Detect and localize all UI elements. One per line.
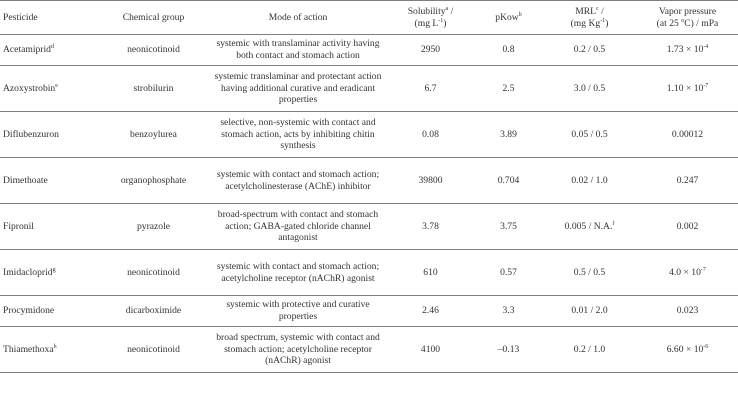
header-solubility	[386, 1, 475, 35]
solubility-value: 4100	[420, 343, 441, 355]
pkow-value: 3.89	[500, 128, 517, 140]
header-pkow-label: pKow	[495, 11, 519, 23]
header-solubility-label: Solubility	[407, 5, 446, 17]
table-row	[0, 35, 738, 66]
pkow-value: –0.13	[497, 343, 520, 355]
chemical-group: benzoylurea	[130, 128, 177, 140]
pkow-value: 3.75	[500, 220, 517, 232]
pkow-value: 0.8	[502, 44, 515, 55]
header-mode-of-action	[210, 1, 386, 35]
header-vapor-unit: (at 25	[656, 17, 682, 29]
pesticide-name: Diflubenzuron	[3, 128, 59, 140]
header-mrl-slash: /	[598, 5, 604, 17]
mode-of-action: systemic with contact and stomach action; acetylcholinesterase (AChE) inhibitor	[216, 168, 380, 192]
vapor-pressure-value: 0.00012	[671, 128, 704, 140]
header-pkow-footnote: b	[518, 11, 522, 18]
pkow-value: 0.704	[497, 174, 520, 186]
vapor-pressure-value: $1.73 \times 10^{-4}$	[666, 43, 709, 55]
solubility-value: 6.7	[424, 82, 437, 94]
chemical-group: organophosphate	[120, 174, 187, 186]
mode-of-action: systemic with translaminar activity having both contact and stomach action	[216, 38, 380, 61]
header-pkow	[475, 1, 542, 35]
table-row	[0, 112, 738, 158]
chemical-group: pyrazole	[136, 220, 171, 232]
header-vapor-degree: o	[681, 17, 685, 24]
mrl-value: 0.5 / 0.5	[573, 266, 606, 278]
header-mrl-unit-close: )	[605, 17, 609, 29]
header-solubility-unit-close: )	[443, 17, 447, 29]
header-solubility-unit-exp: -1	[438, 17, 444, 24]
table-row	[0, 250, 738, 296]
solubility-value: 39800	[418, 174, 443, 186]
header-mode-label: Mode of action	[268, 11, 328, 23]
header-mrl-unit: (mg Kg	[570, 17, 601, 29]
pesticide-name: Acetamiprid$^d$	[3, 43, 54, 55]
mrl-value: 0.05 / 0.5	[571, 128, 608, 140]
chemical-group: neonicotinoid	[127, 343, 180, 355]
mrl-value: 0.005 / N.A.$^f$	[564, 220, 615, 232]
header-mrl-footnote: c	[596, 5, 599, 12]
pesticide-name: Imidacloprid$^g$	[3, 266, 56, 278]
solubility-value: 0.08	[422, 128, 439, 140]
chemical-group: neonicotinoid	[127, 44, 180, 55]
chemical-group: neonicotinoid	[127, 266, 180, 278]
header-vapor-pressure	[637, 1, 738, 35]
header-mrl	[542, 1, 637, 35]
mode-of-action: systemic with contact and stomach action; acetylcholine receptor (nAChR) agonist	[216, 260, 380, 284]
header-mrl-label: MRL	[575, 5, 597, 17]
table-row	[0, 66, 738, 112]
table-row	[0, 204, 738, 250]
mrl-value: 3.0 / 0.5	[573, 82, 606, 94]
header-solubility-unit: (mg L	[414, 17, 439, 29]
table-row	[0, 327, 738, 373]
header-pesticide	[0, 1, 97, 35]
vapor-pressure-value: $1.10 \times 10^{-7}$	[666, 82, 709, 94]
table-row	[0, 158, 738, 204]
pesticide-name: Procymidone	[3, 305, 55, 316]
vapor-pressure-value: 0.023	[676, 305, 699, 316]
mode-of-action: systemic with protective and curative properties	[226, 299, 370, 322]
mrl-value: 0.2 / 0.5	[573, 44, 606, 55]
chemical-group: strobilurin	[133, 82, 174, 94]
solubility-value: 3.78	[422, 220, 439, 232]
header-row	[0, 1, 738, 35]
solubility-value: 2950	[420, 44, 441, 55]
header-vapor-unit-tail: C) / mPa	[684, 17, 719, 29]
table-row	[0, 296, 738, 327]
chemical-group: dicarboximide	[125, 305, 182, 316]
mode-of-action: systemic translaminar and protectant action having additional curative and eradicant properties	[214, 70, 382, 106]
pesticide-name: Fipronil	[3, 220, 34, 232]
pesticide-name: Thiamethoxa$^h$	[3, 343, 57, 355]
header-group-label: Chemical group	[122, 11, 185, 23]
pkow-value: 0.57	[500, 266, 517, 278]
mode-of-action: selective, non-systemic with contact and stomach action, acts by inhibiting chitin synthesis	[220, 116, 376, 152]
vapor-pressure-value: $6.60 \times 10^{-6}$	[666, 343, 709, 355]
mode-of-action: broad-spectrum with contact and stomach action; GABA-gated chloride channel antagonist	[217, 208, 379, 244]
header-chemical-group	[97, 1, 210, 35]
solubility-value: 610	[423, 266, 438, 278]
mode-of-action: broad spectrum, systemic with contact and stomach action; acetylcholine receptor (nAChR) agonist	[216, 331, 380, 367]
vapor-pressure-value: 0.247	[676, 174, 699, 186]
pkow-value: 3.3	[502, 305, 515, 316]
pkow-value: 2.5	[502, 82, 515, 94]
mrl-value: 0.2 / 1.0	[573, 343, 606, 355]
header-pesticide-label: Pesticide	[3, 11, 38, 23]
header-mrl-unit-exp: -1	[600, 17, 606, 24]
mrl-value: 0.02 / 1.0	[571, 174, 608, 186]
header-solubility-footnote: a	[445, 5, 449, 12]
vapor-pressure-value: $4.0 \times 10^{-7}$	[669, 266, 706, 278]
pesticide-name: Dimethoate	[3, 174, 48, 186]
header-solubility-slash: /	[448, 5, 454, 17]
mrl-value: 0.01 / 2.0	[571, 305, 608, 316]
header-vapor-label: Vapor pressure	[658, 5, 717, 17]
pesticide-name: Azoxystrobin$^e$	[3, 82, 58, 94]
vapor-pressure-value: 0.002	[676, 220, 699, 232]
solubility-value: 2.46	[422, 305, 439, 316]
